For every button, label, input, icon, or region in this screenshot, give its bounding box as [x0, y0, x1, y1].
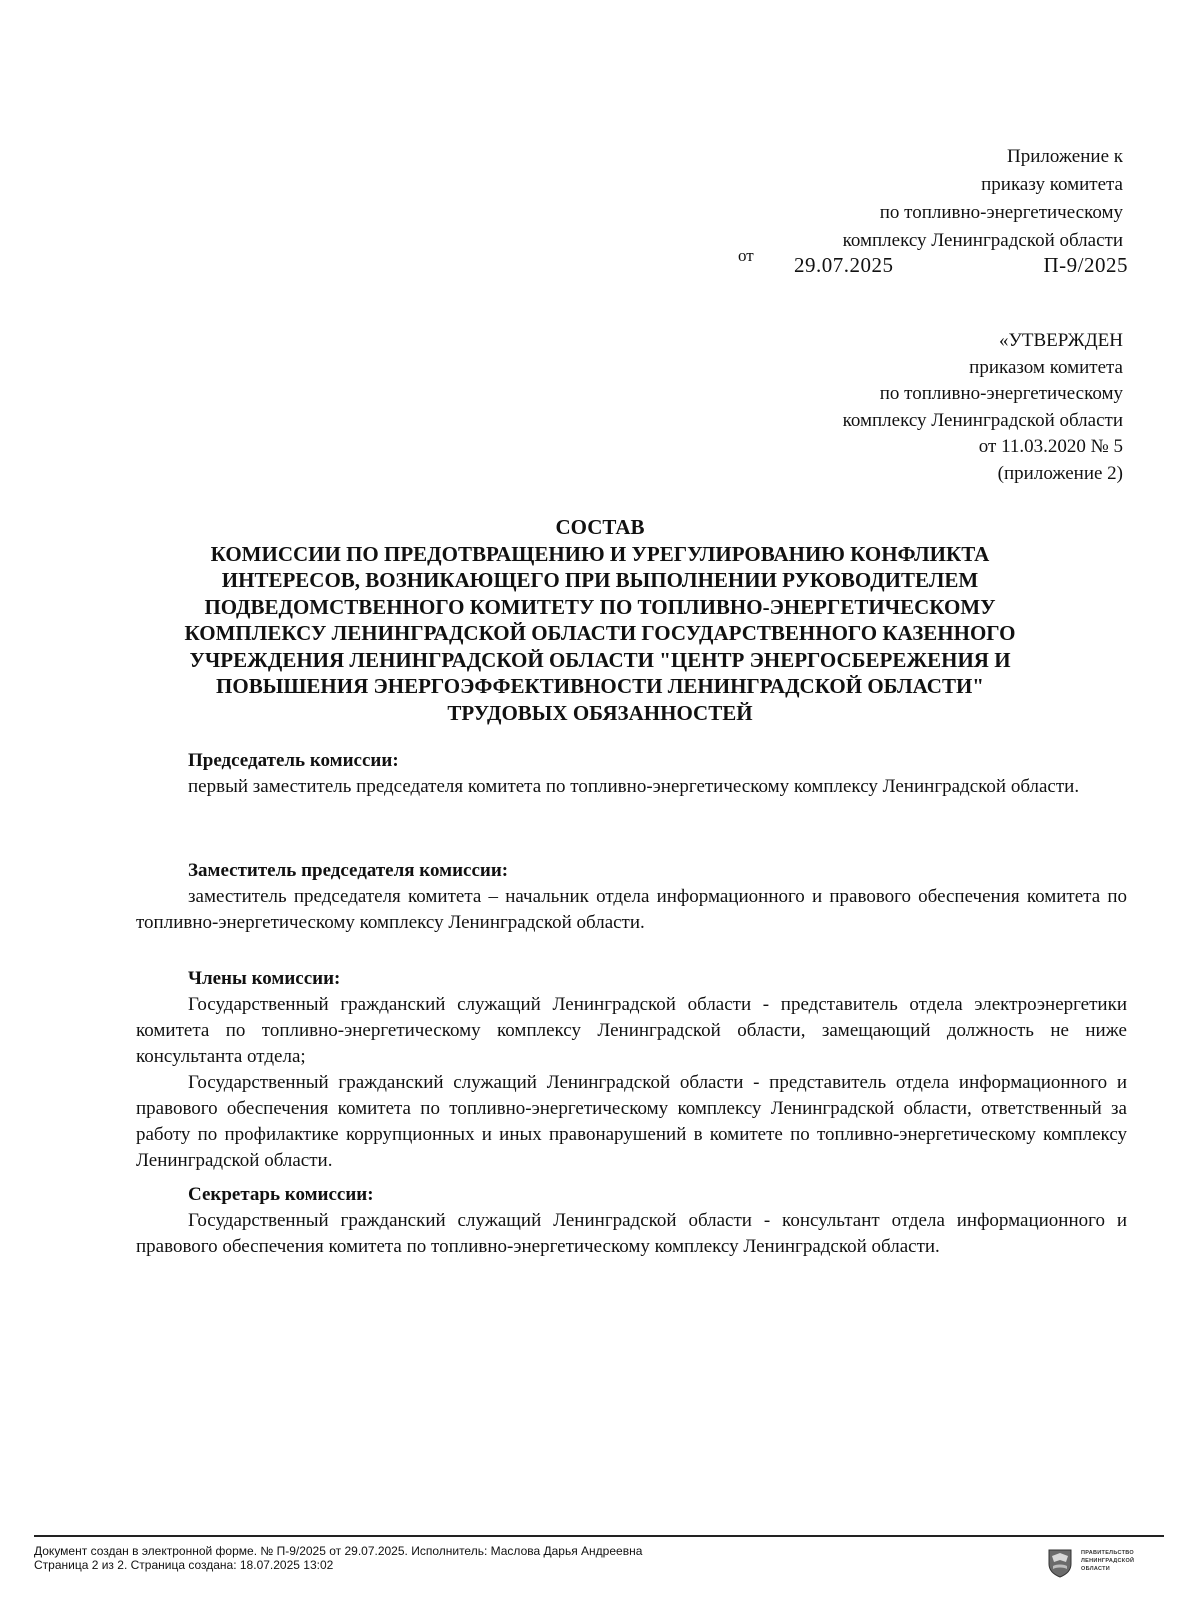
logo-line: ЛЕНИНГРАДСКОЙ — [1081, 1558, 1135, 1564]
section-chair — [136, 748, 1127, 800]
government-logo — [1047, 1548, 1162, 1582]
section-paragraph: Государственный гражданский служащий Ленинградской области - консультант отдела информационного и правового обеспечения комитета по топливно-энергетическому комплексу Ленинградской области. — [136, 1210, 1127, 1257]
section-paragraph: заместитель председателя комитета – начальник отдела информационного и правового обеспечения комитета по топливно-энергетическому комплексу Ленинградской области. — [136, 886, 1127, 933]
title-line: ПОВЫШЕНИЯ ЭНЕРГОЭФФЕКТИВНОСТИ ЛЕНИНГРАДСКОЙ ОБЛАСТИ" — [216, 674, 984, 698]
approved-line: по топливно-энергетическому — [879, 383, 1123, 404]
approved-line: приказом комитета — [969, 356, 1123, 378]
approved-line: (приложение 2) — [997, 462, 1123, 484]
approved-header — [843, 328, 1123, 487]
section-secretary — [136, 1182, 1127, 1260]
section-heading: Секретарь комиссии: — [188, 1184, 374, 1205]
section-deputy — [136, 858, 1127, 936]
footer-info — [34, 1544, 642, 1572]
title-line: УЧРЕЖДЕНИЯ ЛЕНИНГРАДСКОЙ ОБЛАСТИ "ЦЕНТР ЭНЕРГОСБЕРЕЖЕНИЯ И — [189, 647, 1011, 672]
order-number: П-9/2025 — [1043, 253, 1128, 277]
section-paragraph: Государственный гражданский служащий Ленинградской области - представитель отдела электроэнергетики комитета по топливно-энергетическому комплексу Ленинградской области, замещающий должность не ниже консультанта отдела; — [136, 994, 1127, 1067]
logo-line: ОБЛАСТИ — [1081, 1566, 1111, 1572]
title-line: ПОДВЕДОМСТВЕННОГО КОМИТЕТУ ПО ТОПЛИВНО-ЭНЕРГЕТИЧЕСКОМУ — [204, 594, 996, 619]
approved-line: от 11.03.2020 № 5 — [978, 436, 1123, 457]
appendix-header — [843, 143, 1123, 255]
section-heading: Председатель комиссии: — [188, 750, 399, 771]
logo-line: ПРАВИТЕЛЬСТВО — [1081, 1550, 1134, 1556]
section-heading: Заместитель председателя комиссии: — [188, 860, 509, 881]
section-paragraph: Государственный гражданский служащий Ленинградской области - представитель отдела информационного и правового обеспечения комитета по топливно-энергетическому комплексу Ленинградской области, ответственный за работу по профилактике коррупционных и иных правонарушений в комитете по топливно-энергетическому комплексу Ленинградской области. — [136, 1072, 1127, 1171]
title-line: КОМПЛЕКСУ ЛЕНИНГРАДСКОЙ ОБЛАСТИ ГОСУДАРСТВЕННОГО КАЗЕННОГО — [184, 621, 1016, 645]
order-date: 29.07.2025 — [794, 253, 894, 277]
appendix-line: комплексу Ленинградской области — [842, 230, 1123, 251]
approved-line: комплексу Ленинградской области — [842, 409, 1123, 431]
appendix-line: приказу комитета — [981, 174, 1123, 195]
footer-line: Документ создан в электронной форме. № П-9/2025 от 29.07.2025. Исполнитель: Маслова Дарья Андреевна — [34, 1544, 643, 1558]
order-prefix: от — [738, 246, 754, 265]
appendix-line: Приложение к — [1007, 146, 1123, 167]
section-paragraph: первый заместитель председателя комитета по топливно-энергетическому комплексу Ленинградской области. — [188, 776, 1080, 797]
order-reference — [738, 246, 1128, 280]
title-line: ИНТЕРЕСОВ, ВОЗНИКАЮЩЕГО ПРИ ВЫПОЛНЕНИИ РУКОВОДИТЕЛЕМ — [221, 568, 979, 592]
footer-line: Страница 2 из 2. Страница создана: 18.07.2025 13:02 — [34, 1558, 334, 1572]
document-title — [120, 514, 1080, 726]
approved-line: «УТВЕРЖДЕН — [998, 330, 1123, 351]
title-line: КОМИССИИ ПО ПРЕДОТВРАЩЕНИЮ И УРЕГУЛИРОВАНИЮ КОНФЛИКТА — [210, 541, 990, 566]
title-line: ТРУДОВЫХ ОБЯЗАННОСТЕЙ — [447, 700, 753, 725]
appendix-line: по топливно-энергетическому — [879, 202, 1123, 223]
coat-of-arms-icon — [1047, 1548, 1073, 1578]
footer-divider — [34, 1535, 1164, 1537]
logo-caption — [1081, 1549, 1134, 1573]
section-heading: Члены комиссии: — [188, 968, 341, 989]
section-members — [136, 966, 1127, 1174]
title-heading: СОСТАВ — [555, 515, 645, 539]
